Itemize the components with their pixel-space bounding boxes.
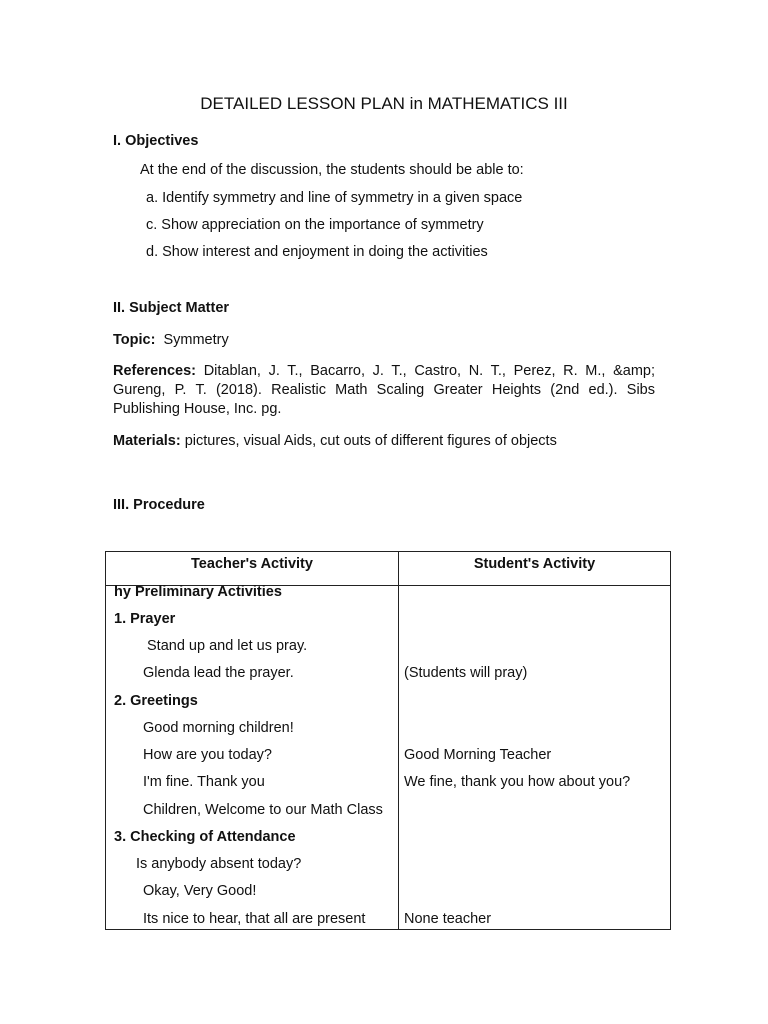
table-cell-teacher: Is anybody absent today?: [136, 856, 302, 872]
objective-item: d. Show interest and enjoyment in doing the activities: [146, 244, 488, 260]
table-column-divider: [398, 552, 399, 929]
table-cell-student: Good Morning Teacher: [404, 747, 552, 763]
table-cell-teacher: hy Preliminary Activities: [114, 584, 282, 600]
table-cell-teacher: Glenda lead the prayer.: [143, 665, 294, 681]
table-cell-teacher: I'm fine. Thank you: [143, 774, 265, 790]
table-cell-student: None teacher: [404, 911, 492, 927]
procedure-table: [105, 551, 671, 930]
references-label: References:: [113, 363, 197, 379]
references-paragraph: [113, 362, 655, 419]
procedure-heading: III. Procedure: [113, 497, 205, 513]
student-activity-header: Student's Activity: [473, 556, 596, 572]
materials-value: pictures, visual Aids, cut outs of different figures of objects: [184, 433, 557, 449]
objectives-intro: At the end of the discussion, the students should be able to:: [140, 162, 524, 178]
table-cell-teacher: Children, Welcome to our Math Class: [143, 802, 383, 818]
page-title: DETAILED LESSON PLAN in MATHEMATICS III: [200, 94, 568, 113]
references-value: Ditablan, J. T., Bacarro, J. T., Castro, N. T., Perez, R. M., &amp; Gureng, P. T. (2018). Realistic Math Scaling Greater Heights (2nd ed.). Sibs Publishing House, Inc. pg.: [113, 363, 656, 417]
table-cell-student: We fine, thank you how about you?: [404, 774, 631, 790]
table-cell-teacher: Its nice to hear, that all are present: [143, 911, 366, 927]
teacher-activity-header: Teacher's Activity: [191, 556, 313, 572]
table-cell-teacher: 1. Prayer: [114, 611, 176, 627]
topic-value: Symmetry: [163, 332, 229, 348]
table-cell-teacher: Stand up and let us pray.: [147, 638, 308, 654]
table-cell-teacher: 3. Checking of Attendance: [114, 829, 296, 845]
topic-line: [113, 330, 229, 350]
table-cell-teacher: Okay, Very Good!: [143, 883, 257, 899]
objective-item: a. Identify symmetry and line of symmetry in a given space: [146, 190, 523, 206]
table-cell-teacher: Good morning children!: [143, 720, 294, 736]
subject-matter-heading: II. Subject Matter: [113, 300, 230, 316]
table-cell-teacher: How are you today?: [143, 747, 272, 763]
table-cell-teacher: 2. Greetings: [114, 693, 198, 709]
materials-line: [113, 431, 557, 451]
table-cell-student: (Students will pray): [404, 665, 528, 681]
objectives-heading: I. Objectives: [113, 133, 199, 149]
topic-label: Topic:: [113, 332, 156, 348]
materials-label: Materials:: [113, 433, 181, 449]
objective-item: c. Show appreciation on the importance of symmetry: [146, 217, 484, 233]
